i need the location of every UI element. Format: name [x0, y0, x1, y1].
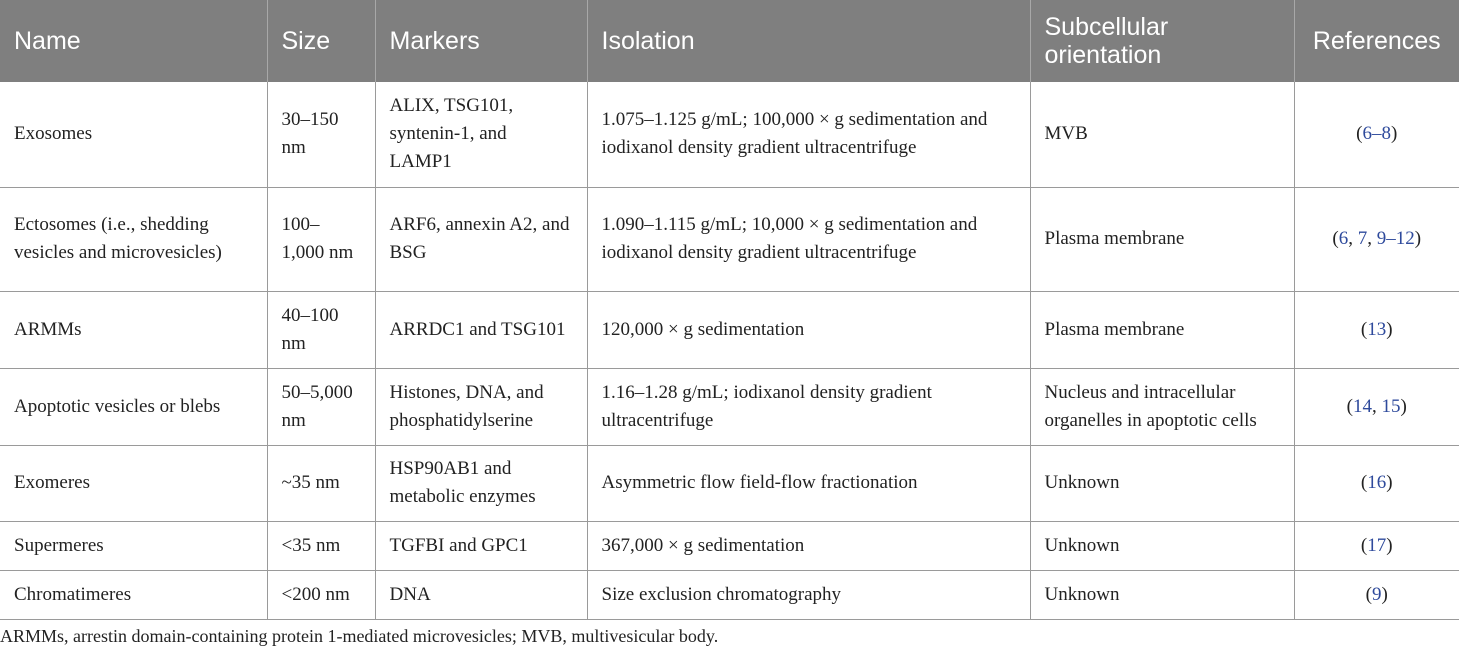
cell-size: 50–5,000 nm	[267, 368, 375, 445]
cell-size: 100–1,000 nm	[267, 187, 375, 291]
table-row	[0, 445, 1459, 521]
reference-link[interactable]: 7	[1357, 228, 1368, 249]
ref-open-paren: (	[1360, 534, 1368, 556]
reference-link[interactable]: 13	[1367, 318, 1387, 340]
cell-references	[1294, 291, 1459, 368]
cell-name: Ectosomes (i.e., shedding vesicles and microvesicles)	[0, 187, 267, 291]
ref-open-paren: (	[1360, 318, 1368, 340]
reference-link[interactable]: 9	[1372, 583, 1382, 605]
cell-isolation: 1.090–1.115 g/mL; 10,000 × g sedimentation and iodixanol density gradient ultracentrifuge	[587, 187, 1030, 291]
cell-references	[1294, 368, 1459, 445]
header-size: Size	[267, 0, 375, 82]
ref-close-paren: )	[1386, 472, 1393, 493]
ref-open-paren: (	[1356, 123, 1363, 145]
cell-name: Supermeres	[0, 521, 267, 570]
cell-markers: Histones, DNA, and phosphatidylserine	[375, 368, 587, 445]
cell-isolation: Size exclusion chromatography	[587, 570, 1030, 619]
cell-isolation: 367,000 × g sedimentation	[587, 521, 1030, 570]
header-row	[0, 0, 1459, 82]
reference-link[interactable]: 16	[1367, 472, 1387, 493]
cell-isolation: 1.16–1.28 g/mL; iodixanol density gradient ultracentrifuge	[587, 368, 1030, 445]
cell-references	[1294, 82, 1459, 187]
ref-close-paren: )	[1400, 395, 1407, 417]
cell-isolation: 120,000 × g sedimentation	[587, 291, 1030, 368]
cell-size: 40–100 nm	[267, 291, 375, 368]
reference-link[interactable]: 14	[1353, 395, 1372, 417]
ref-separator: ,	[1367, 228, 1377, 249]
cell-subcellular: Unknown	[1030, 570, 1294, 619]
table-row	[0, 368, 1459, 445]
cell-markers: DNA	[375, 570, 587, 619]
cell-markers: ARRDC1 and TSG101	[375, 291, 587, 368]
cell-size: ~35 nm	[267, 445, 375, 521]
header-references: References	[1294, 0, 1459, 82]
cell-markers: ALIX, TSG101, syntenin-1, and LAMP1	[375, 82, 587, 187]
ref-separator: ,	[1372, 395, 1382, 417]
cell-name: Exosomes	[0, 82, 267, 187]
cell-subcellular: Unknown	[1030, 445, 1294, 521]
reference-link[interactable]: 17	[1367, 534, 1387, 556]
cell-name: Apoptotic vesicles or blebs	[0, 368, 267, 445]
cell-subcellular: MVB	[1030, 82, 1294, 187]
cell-markers: TGFBI and GPC1	[375, 521, 587, 570]
header-markers: Markers	[375, 0, 587, 82]
cell-size: <35 nm	[267, 521, 375, 570]
header-name: Name	[0, 0, 267, 82]
table-row	[0, 82, 1459, 187]
header-isolation: Isolation	[587, 0, 1030, 82]
cell-isolation: 1.075–1.125 g/mL; 100,000 × g sedimentation and iodixanol density gradient ultracentrifuge	[587, 82, 1030, 187]
cell-subcellular: Plasma membrane	[1030, 291, 1294, 368]
reference-link[interactable]: 6	[1338, 228, 1349, 249]
ref-open-paren: (	[1332, 228, 1339, 249]
reference-link[interactable]: 9–12	[1376, 228, 1415, 249]
ref-open-paren: (	[1360, 472, 1368, 493]
ref-close-paren: )	[1386, 318, 1393, 340]
cell-references	[1294, 445, 1459, 521]
table-row	[0, 187, 1459, 291]
table-row	[0, 570, 1459, 619]
cell-name: Chromatimeres	[0, 570, 267, 619]
reference-link[interactable]: 15	[1381, 395, 1401, 417]
cell-markers: ARF6, annexin A2, and BSG	[375, 187, 587, 291]
cell-subcellular: Plasma membrane	[1030, 187, 1294, 291]
ref-open-paren: (	[1346, 395, 1353, 417]
reference-link[interactable]: 6–8	[1362, 123, 1391, 145]
table-footnote: ARMMs, arrestin domain-containing protein 1-mediated microvesicles; MVB, multivesicular body.	[0, 626, 719, 646]
ref-separator: ,	[1348, 228, 1358, 249]
cell-subcellular: Nucleus and intracellular organelles in apoptotic cells	[1030, 368, 1294, 445]
ref-close-paren: )	[1414, 228, 1422, 249]
cell-references	[1294, 570, 1459, 619]
cell-name: ARMMs	[0, 291, 267, 368]
cell-references	[1294, 521, 1459, 570]
cell-subcellular: Unknown	[1030, 521, 1294, 570]
ref-close-paren: )	[1391, 123, 1398, 145]
header-subcellular-orientation: Subcellular orientation	[1030, 0, 1294, 82]
ref-open-paren: (	[1365, 583, 1372, 605]
ref-close-paren: )	[1381, 583, 1388, 605]
table-body	[0, 82, 1459, 619]
ref-close-paren: )	[1386, 534, 1393, 556]
table-row	[0, 521, 1459, 570]
cell-size: <200 nm	[267, 570, 375, 619]
table-row	[0, 291, 1459, 368]
table-header	[0, 0, 1459, 82]
cell-name: Exomeres	[0, 445, 267, 521]
cell-size: 30–150 nm	[267, 82, 375, 187]
cell-references	[1294, 187, 1459, 291]
cell-isolation: Asymmetric flow field-flow fractionation	[587, 445, 1030, 521]
cell-markers: HSP90AB1 and metabolic enzymes	[375, 445, 587, 521]
